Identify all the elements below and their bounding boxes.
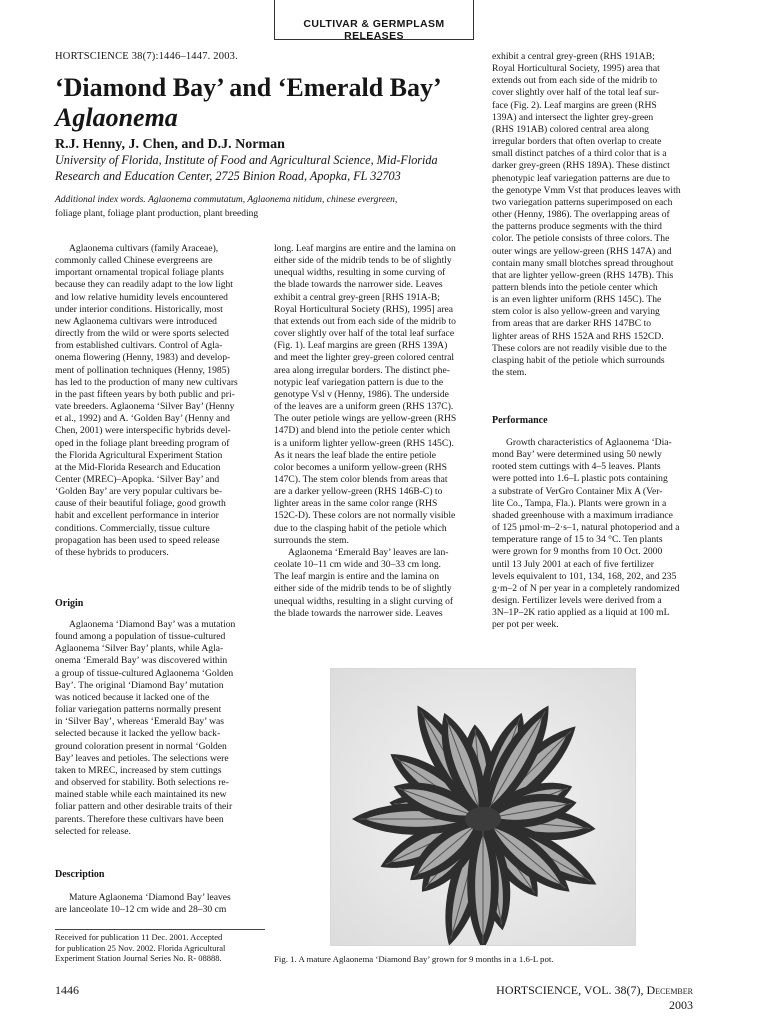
text-line: from areas that are darker RHS 147BC to (492, 318, 652, 330)
text-line: and meet the lighter grey-green colored central (274, 352, 455, 364)
performance-heading: Performance (492, 415, 548, 426)
citation: HORTSCIENCE 38(7):1446–1447. 2003. (55, 51, 238, 62)
text-line: and low relative humidity levels encountered (55, 291, 228, 303)
text-line: Royal Horticultural Society (RHS), 1995] area (274, 303, 454, 315)
text-line: (Fig. 1). Leaf margins are green (RHS 139A) (274, 340, 448, 352)
text-line: (RHS 191AB) colored central area along (492, 123, 649, 135)
text-line: vate breeders. Aglaonema ‘Silver Bay’ (Henny (55, 401, 235, 413)
text-line: conditions. Commercially, tissue culture (55, 522, 210, 534)
text-line: face (Fig. 2). Leaf margins are green (RHS (492, 99, 657, 111)
text-line: mained stable while each maintained its new (55, 789, 227, 801)
text-line: Chen, 2001) were interspecific hybrids devel- (55, 425, 231, 437)
text-line: color. The petiole consists of three colors. The (492, 233, 670, 245)
text-line: that are lighter yellow-green (RHS 147B). This (492, 269, 674, 281)
text-line: Growth characteristics of Aglaonema ‘Dia- (506, 437, 672, 448)
text-line: a group of tissue-cultured Aglaonema ‘Golden (55, 667, 234, 679)
text-line: are lanceolate 10–12 cm wide and 28–30 cm (55, 904, 227, 916)
text-line: Royal Horticultural Society, 1995) area that (492, 63, 660, 75)
text-line: genotype Vsl v (Henny, 1986). The underside (274, 388, 449, 400)
text-line: cover slightly over half of the total leaf sur- (492, 87, 660, 99)
text-line: rooted stem cuttings with 4–5 leaves. Plants (492, 461, 661, 473)
text-line: parents. Therefore these cultivars have been (55, 813, 224, 825)
text-line: Experiment Station Journal Series No. R- 08888. (55, 953, 222, 964)
text-line: propagation has been used to speed release (55, 534, 220, 546)
keywords-line-1: Aglaonema commutatum, Aglaonema nitidum, chinese evergreen, (148, 195, 398, 205)
text-line: 147D) and blend into the petiole center which (274, 425, 451, 437)
text-line: darker grey-green (RHS 189A). These distinct (492, 160, 670, 172)
text-line: two variegation patterns superimposed on each (492, 196, 673, 208)
text-line: Mature Aglaonema ‘Diamond Bay’ leaves (69, 892, 231, 903)
keywords-label: Additional index words. (55, 195, 146, 205)
text-line: lighter areas of RHS 152A and RHS 152CD. (492, 330, 664, 342)
description-heading: Description (55, 869, 105, 880)
text-line: that extends out from each side of the midrib to (274, 315, 456, 327)
emerald-description (492, 51, 695, 379)
text-line: in ‘Silver Bay’, whereas ‘Emerald Bay’ was (55, 716, 224, 728)
text-line: phenotypic leaf variegation patterns are due to (492, 172, 670, 184)
text-line: taken to MREC, increased by stem cuttings (55, 764, 222, 776)
aglaonema-plant-image (331, 669, 635, 945)
text-line: g·m–2 of N per year in a completely randomized (492, 582, 680, 594)
text-line: 152C-D). These colors are not normally visible (274, 510, 456, 522)
text-line: Center (MREC)–Apopka. ‘Silver Bay’ and (55, 473, 220, 485)
text-line: directly from the wild or were sports selected (55, 328, 229, 340)
text-line: a substrate of VerGro Container Mix A (Ver- (492, 485, 663, 497)
figure-caption: Fig. 1. A mature Aglaonema ‘Diamond Bay’ grown for 9 months in a 1.6-L pot. (274, 954, 554, 964)
text-line: the Florida Agricultural Experiment Station (55, 449, 223, 461)
text-line: onema ‘Emerald Bay’ was discovered within (55, 655, 228, 667)
text-line: per pot per week. (492, 619, 559, 631)
text-line: As it nears the leaf blade the entire petiole (274, 449, 436, 461)
text-line: because they can readily adapt to the low light (55, 279, 233, 291)
keywords (55, 193, 475, 221)
text-line: ground coloration present in normal ‘Golden (55, 740, 227, 752)
text-line: found among a population of tissue-cultured (55, 631, 226, 643)
text-line: Aglaonema ‘Emerald Bay’ leaves are lan- (288, 546, 449, 558)
text-line: foliar variegation patterns normally present (55, 704, 222, 716)
keywords-line-2: foliage plant, foliage plant production, plant breeding (55, 209, 259, 219)
text-line: of these hybrids to producers. (55, 546, 169, 558)
text-line: 3N–1P–2K ratio applied as a liquid at 100 mL (492, 607, 670, 619)
text-line: lite Co., Tampa, Fla.). Plants were grown in a (492, 497, 667, 509)
text-line: the genotype Vmm Vst that produces leaves with (492, 184, 681, 196)
text-line: and observed for stability. Both selections re- (55, 777, 229, 789)
text-line: ‘Golden Bay’ are very popular cultivars be- (55, 486, 223, 498)
description-continued (274, 243, 476, 620)
text-line: unequal widths, resulting in some curving of (274, 267, 446, 279)
text-line: oped in the foliage plant breeding program of (55, 437, 230, 449)
received-footnote (55, 929, 265, 964)
text-line: Bay’. The original ‘Diamond Bay’ mutation (55, 679, 224, 691)
section-header-box (274, 0, 474, 40)
text-line: either side of the midrib tends to be of slightly (274, 255, 452, 267)
text-line: from established cultivars. Control of Agla- (55, 340, 223, 352)
text-line: extends out from each side of the midrib to (492, 75, 658, 87)
text-line: commonly called Chinese evergreens are (55, 255, 213, 267)
text-line: design. Fertilizer levels were derived from a (492, 595, 662, 607)
text-line: Aglaonema ‘Diamond Bay’ was a mutation (69, 619, 236, 630)
text-line: 139A) and intersect the lighter grey-green (492, 111, 654, 123)
text-line: in the past fifteen years by both public and pri- (55, 388, 235, 400)
plant-photo (330, 668, 636, 946)
text-line: selected because it lacked the yellow back- (55, 728, 221, 740)
text-line: Received for publication 11 Dec. 2001. Accepted (55, 932, 223, 942)
intro-paragraph (55, 243, 261, 559)
text-line: the stem. (492, 367, 527, 379)
text-line: were grown for 9 months from 10 Oct. 2000 (492, 546, 663, 558)
text-line: stem color is also yellow-green and varying (492, 306, 660, 318)
text-line: color becomes a uniform yellow-green (RHS (274, 461, 447, 473)
text-line: due to the clasping habit of the petiole which (274, 522, 447, 534)
text-line: temperature range of 15 to 34 °C. Ten plants (492, 534, 663, 546)
text-line: until 13 July 2001 at each of five fertilizer (492, 558, 654, 570)
text-line: Bay’ leaves and petioles. The selections were (55, 752, 229, 764)
text-line: 147C). The stem color blends from areas that (274, 473, 448, 485)
text-line: unequal widths, resulting in a slight curving of (274, 595, 454, 607)
description-paragraph (55, 892, 261, 916)
title-line-1: ‘Diamond Bay’ and ‘Emerald Bay’ (55, 73, 442, 102)
text-line: pattern blends into the petiole center which (492, 281, 658, 293)
text-line: area along irregular borders. The distinct phe- (274, 364, 450, 376)
text-line: clasping habit of the petiole which surrounds (492, 354, 665, 366)
text-line: foliar pattern and other desirable traits of their (55, 801, 233, 813)
text-line: shaded greenhouse with a maximum irradiance (492, 509, 673, 521)
text-line: These colors are not readily visible due to the (492, 342, 667, 354)
text-line: is a uniform lighter yellow-green (RHS 145C). (274, 437, 454, 449)
title-line-2: Aglaonema (55, 103, 178, 132)
text-line: were potted into 1.6–L plastic pots containing (492, 473, 668, 485)
text-line: et al., 1992) and A. ‘Golden Bay’ (Henny and (55, 413, 230, 425)
text-line: ment of pollination techniques (Henny, 1985) (55, 364, 230, 376)
affiliation-line-1: University of Florida, Institute of Food and Agricultural Science, Mid-Florida (55, 153, 438, 167)
page-number: 1446 (55, 983, 79, 997)
text-line: onema flowering (Henny, 1983) and develop- (55, 352, 231, 364)
text-line: selected for release. (55, 825, 131, 837)
text-line: Aglaonema cultivars (family Araceae), (69, 243, 219, 254)
text-line: Aglaonema ‘Silver Bay’ plants, while Agla- (55, 643, 224, 655)
text-line: other (Henny, 1986). The overlapping areas of (492, 209, 670, 221)
text-line: has led to the production of many new cultivars (55, 376, 238, 388)
text-line: was noticed because it lacked one of the (55, 691, 210, 703)
text-line: for publication 25 Nov. 2002. Florida Agricultural (55, 942, 226, 953)
text-line: long. Leaf margins are entire and the lamina on (274, 243, 456, 254)
text-line: cause of their beautiful foliage, good growth (55, 498, 226, 510)
text-line: of 125 µmol·m–2·s–1, natural photoperiod and a (492, 522, 680, 534)
text-line: mond Bay’ were determined using 50 newly (492, 449, 662, 461)
text-line: exhibit a central grey-green (RHS 191AB; (492, 51, 655, 62)
text-line: cover slightly over half of the total leaf surface (274, 328, 455, 340)
affiliation (55, 152, 475, 184)
text-line: habit and excellent performance in interior (55, 510, 219, 522)
text-line: of the leaves are a uniform green (RHS 137C). (274, 401, 454, 413)
origin-heading: Origin (55, 598, 84, 609)
text-line: irregular borders that often overlap to create (492, 136, 662, 148)
text-line: are a darker yellow-green (RHS 146B-C) to (274, 486, 443, 498)
section-header: CULTIVAR & GERMPLASM RELEASES (303, 18, 445, 42)
text-line: small distinct patches of a third color that is a (492, 148, 667, 160)
article-title (55, 73, 485, 133)
text-line: The outer petiole wings are yellow-green (RHS (274, 413, 457, 425)
text-line: at the Mid-Florida Research and Education (55, 461, 221, 473)
text-line: under interior conditions. Historically, most (55, 303, 223, 315)
origin-paragraph (55, 619, 261, 838)
text-line: ceolate 10–11 cm wide and 30–33 cm long. (274, 559, 441, 571)
text-line: lighter areas in the same color range (RHS (274, 498, 438, 510)
text-line: notypic leaf variegation pattern is due to the (274, 376, 444, 388)
text-line: exhibit a central grey-green [RHS 191A-B; (274, 291, 440, 303)
journal-footer: HORTSCIENCE, VOL. 38(7), December 2003 (496, 983, 693, 1012)
performance-paragraph (492, 437, 695, 632)
authors: R.J. Henny, J. Chen, and D.J. Norman (55, 137, 285, 152)
text-line: outer wings are yellow-green (RHS 147A) and (492, 245, 672, 257)
text-line: new Aglaonema cultivars were introduced (55, 315, 217, 327)
text-line: contain many small blotches spread throughout (492, 257, 674, 269)
text-line: surrounds the stem. (274, 534, 349, 546)
affiliation-line-2: Research and Education Center, 2725 Binion Road, Apopka, FL 32703 (55, 169, 401, 183)
text-line: The leaf margin is entire and the lamina on (274, 571, 439, 583)
text-line: important ornamental tropical foliage plants (55, 267, 224, 279)
text-line: the blade towards the narrower side. Leaves (274, 279, 443, 291)
text-line: the patterns produce segments with the third (492, 221, 662, 233)
text-line: the blade towards the narrower side. Leaves (274, 607, 443, 619)
text-line: either side of the midrib tends to be of slightly (274, 583, 452, 595)
text-line: is an even lighter uniform (RHS 145C). The (492, 294, 662, 306)
text-line: levels equivalent to 101, 134, 168, 202, and 235 (492, 570, 677, 582)
